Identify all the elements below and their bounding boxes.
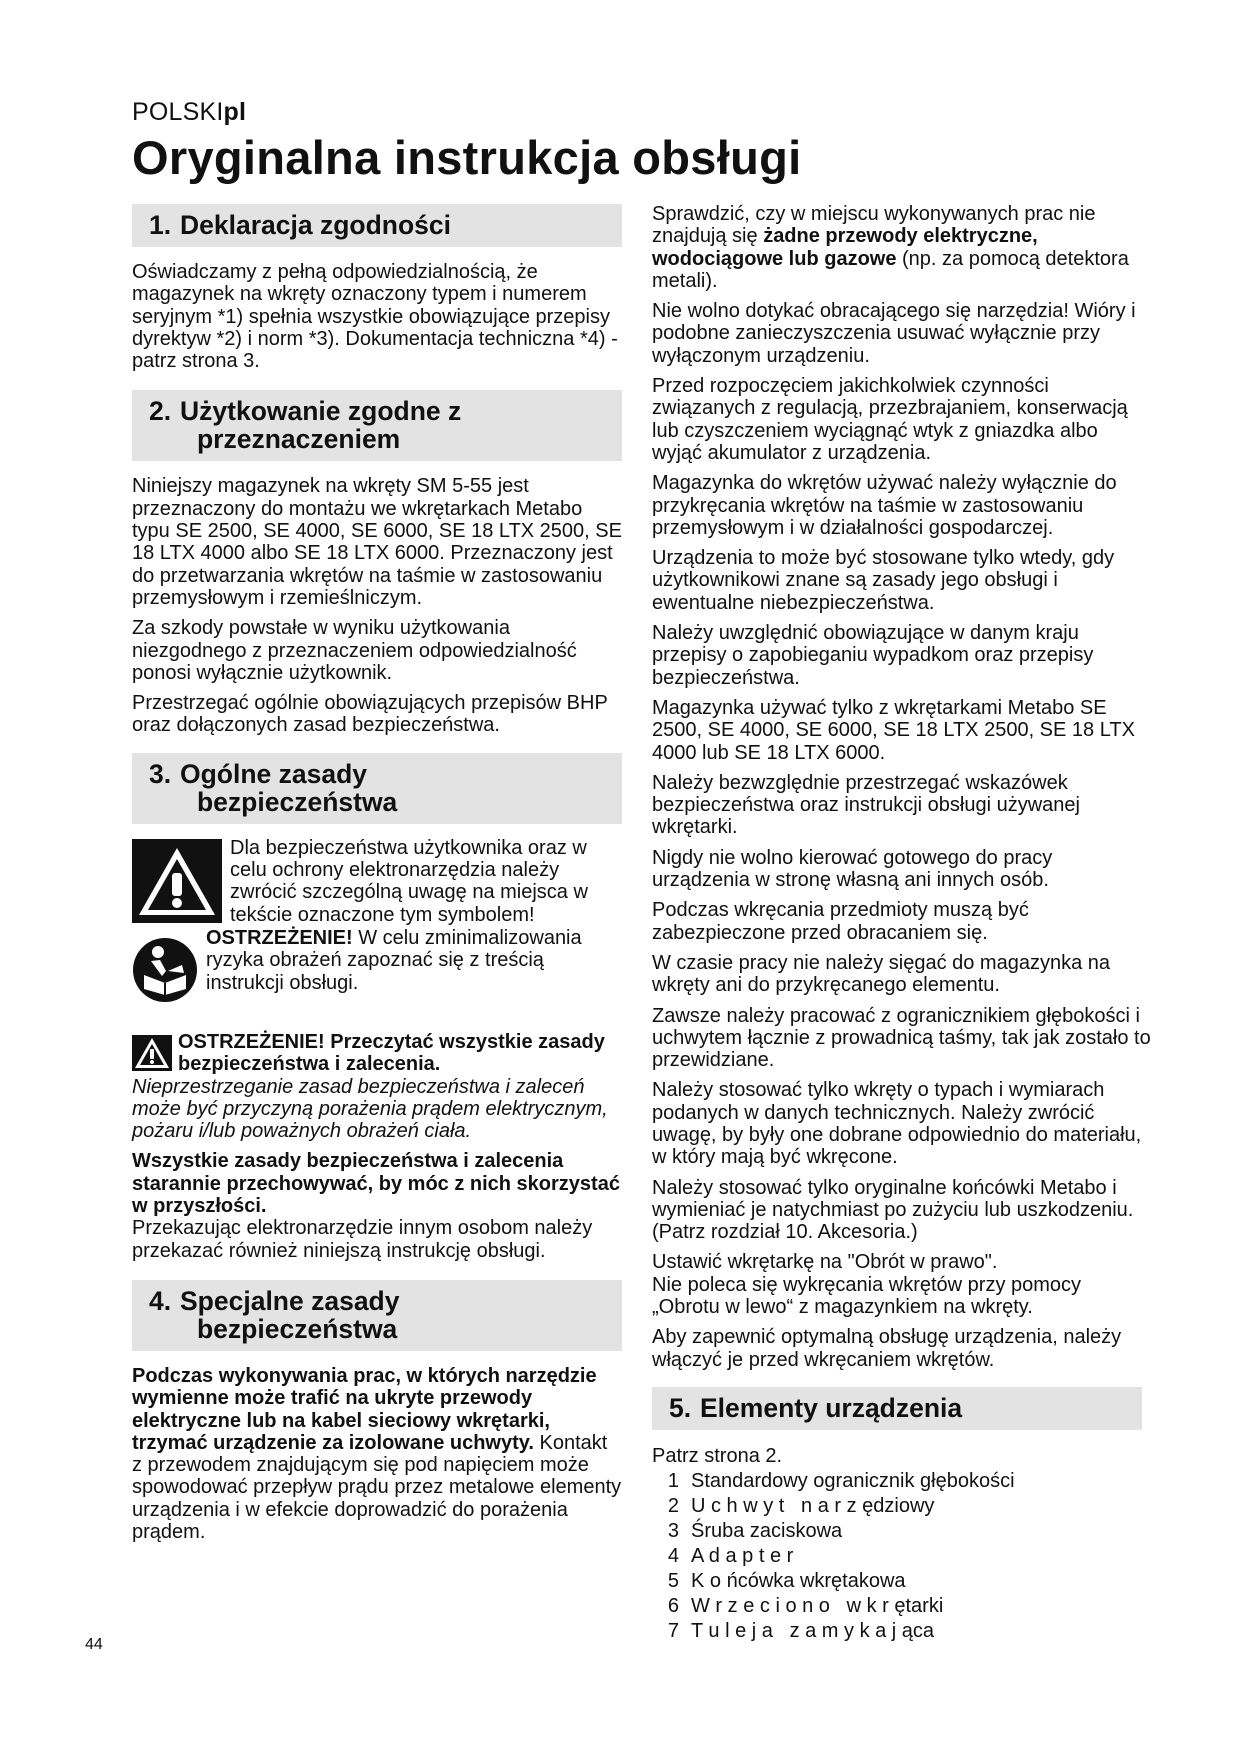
depth-stop-text: Zawsze należy pracować z ogranicznikiem głębokości i uchwytem łącznie z prowadnicą taśmy, tak jak zostało to przewidziane.	[652, 1004, 1151, 1072]
secure-workpiece-text: Podczas wkręcania przedmioty muszą być zabezpieczone przed obracaniem się.	[652, 899, 1029, 944]
rotation-line2: Nie poleca się wykręcania wkrętów przy pomocy „Obrotu w lewo“ z magazynkiem na wkręty.	[652, 1273, 1082, 1319]
manual-warning	[132, 927, 622, 1003]
section-4-heading	[132, 1280, 622, 1351]
language-label	[132, 98, 246, 127]
rotation-text	[652, 1251, 1152, 1318]
part-label: Śruba zaciskowa	[691, 1520, 843, 1543]
section-4-number: 4.	[149, 1285, 172, 1316]
section-1-title: Deklaracja zgodności	[180, 210, 451, 240]
part-number: 2	[667, 1495, 679, 1518]
section-4-title-line1: Specjalne zasady	[180, 1285, 400, 1316]
list-item	[652, 1544, 1152, 1569]
safety-symbol-text: Dla bezpieczeństwa użytkownika oraz w celu ochrony elektronarzędzia należy zwrócić szczególną uwagę na miejsca w tekście oznaczone tym symbolem!	[230, 836, 588, 926]
manual-warning-text	[206, 927, 622, 994]
rotating-tool-text: Nie wolno dotykać obracającego się narzędzia! Wióry i podobne zanieczyszczenia usuwać wyłącznie przy wyłączonym urządzeniu.	[652, 300, 1136, 367]
bhp-text: Przestrzegać ogólnie obowiązujących przepisów BHP oraz dołączonych zasad bezpieczeństwa.	[132, 692, 608, 737]
liability-text: Za szkody powstałe w wyniku użytkowania niezgodnego z przeznaczeniem odpowiedzialność ponosi wyłącznie użytkownik.	[132, 617, 577, 684]
screw-types-text: Należy stosować tylko wkręty o typach i wymiarach podanych w danych technicznych. Należy zwrócić uwagę, by były one dobrane odpowiednio do materiału, w który mają być wkręcone.	[652, 1079, 1142, 1169]
screwdriver-instructions-text: Należy bezwzględnie przestrzegać wskazówek bezpieczeństwa oraz instrukcji obsługi używanej wkrętarki.	[652, 771, 1080, 839]
document-title: Oryginalna instrukcja obsługi	[132, 131, 802, 184]
list-item	[652, 1494, 1152, 1519]
part-number: 4	[667, 1545, 679, 1568]
hidden-wires-rest: Kontakt z przewodem znajdującym się pod napięciem może spowodować przepływ prądu przez metalowe elementy urządzenia i w efekcie doprowadzić do porażenia prądem.	[132, 1431, 622, 1543]
section-5-number: 5.	[669, 1392, 692, 1423]
language-code: pl	[223, 98, 247, 126]
check-wires-a: Sprawdzić, czy w miejscu wykonywanych prac nie znajdują się	[652, 203, 1096, 248]
part-number: 5	[667, 1570, 679, 1593]
user-knowledge-text: Urządzenia to może być stosowane tylko wtedy, gdy użytkownikowi znane są zasady jego obsługi i ewentualne niebezpieczeństwa.	[652, 547, 1115, 614]
section-4-title-line2: bezpieczeństwa	[197, 1313, 398, 1344]
right-column	[652, 203, 1152, 1644]
check-wires-text	[652, 203, 1152, 292]
manual-warning-label: OSTRZEŻENIE!	[206, 926, 353, 949]
warning-triangle-small-icon	[132, 1035, 172, 1071]
declaration-text: Oświadczamy z pełną odpowiedzialnością, że magazynek na wkręty oznaczony typem i numerem seryjnym *1) spełnia wszystkie obowiązujące przepisy dyrektyw *2) i norm *3). Dokumentacja techniczna *4) - patrz strona 3.	[132, 261, 618, 373]
section-3-title-line1: Ogólne zasady	[180, 758, 368, 789]
read-all-warning	[132, 1031, 622, 1076]
section-2-title-line2: przeznaczeniem	[197, 424, 401, 455]
direction-warning-text: Nigdy nie wolno kierować gotowego do pracy urządzenia w stronę własną ani innych osób.	[652, 846, 1053, 892]
compatible-screwdrivers-text: Magazynka używać tylko z wkrętarkami Metabo SE 2500, SE 4000, SE 6000, SE 18 LTX 2500, SE 18 LTX 4000 lub SE 18 LTX 6000.	[652, 696, 1135, 764]
section-2-heading	[132, 390, 622, 461]
national-regulations-text: Należy uwzględnić obowiązujące w danym kraju przepisy o zapobieganiu wypadkom oraz przepisy bezpieczeństwa.	[652, 622, 1094, 689]
left-column	[132, 204, 622, 1551]
hidden-wires-bold: Podczas wykonywania prac, w których narzędzie wymienne może trafić na ukryte przewody elektryczne lub na kabel sieciowy wkrętarki, trzymać urządzenie za izolowane uchwyty.	[132, 1364, 597, 1454]
section-3-number: 3.	[149, 758, 172, 789]
part-label: A d a p t e r	[691, 1545, 794, 1568]
part-number: 1	[667, 1470, 679, 1493]
part-label: Standardowy ogranicznik głębokości	[691, 1470, 1015, 1493]
list-item	[652, 1469, 1152, 1494]
warning-triangle-icon	[132, 839, 222, 923]
screw-strip-use-text: Magazynka do wkrętów używać należy wyłącznie do przykręcania wkrętów na taśmie w zastosowaniu przemysłowym i w działalności gospodarczej.	[652, 472, 1117, 539]
intended-use-text: Niniejszy magazynek na wkręty SM 5-55 jest przeznaczony do montażu we wkrętarkach Metabo typu SE 2500, SE 4000, SE 6000, SE 18 LTX 2500, SE 18 LTX 4000 albo SE 18 LTX 6000. Przeznaczony jest do przetwarzania wkrętów na taśmie w zastosowaniu przemysłowym i rzemieślniczym.	[132, 475, 622, 609]
section-1-heading	[132, 204, 622, 247]
no-reach-text: W czasie pracy nie należy sięgać do magazynka na wkręty ani do przykręcanego elementu.	[652, 951, 1111, 997]
section-5-heading	[652, 1387, 1142, 1430]
section-1-number: 1.	[149, 210, 172, 240]
switch-on-text: Aby zapewnić optymalną obsługę urządzenia, należy włączyć je przed wkręcaniem wkrętów.	[652, 1326, 1122, 1371]
list-item	[652, 1594, 1152, 1619]
part-number: 6	[667, 1595, 679, 1618]
list-item	[652, 1569, 1152, 1594]
read-all-warning-consequence: Nieprzestrzeganie zasad bezpieczeństwa i zaleceń może być przyczyną porażenia prądem elektrycznym, pożaru i/lub poważnych obrażeń ciała.	[132, 1075, 608, 1143]
handover-text: Przekazując elektronarzędzie innym osobom należy przekazać również niniejszą instrukcję obsługi.	[132, 1217, 593, 1262]
section-2-title-line1: Użytkowanie zgodne z	[180, 396, 462, 427]
page-number: 44	[85, 1636, 103, 1653]
rotation-line1: Ustawić wkrętarkę na "Obrót w prawo".	[652, 1251, 998, 1274]
hidden-wires-text	[132, 1365, 622, 1543]
section-5-title: Elementy urządzenia	[700, 1392, 963, 1423]
section-2-number: 2.	[149, 396, 172, 427]
list-item	[652, 1619, 1152, 1644]
language-name: POLSKI	[132, 98, 224, 126]
part-label: T u l e j a z a m y k a j ąca	[691, 1620, 935, 1643]
section-3-heading	[132, 753, 622, 824]
read-all-warning-bold: OSTRZEŻENIE! Przeczytać wszystkie zasady bezpieczeństwa i zalecenia.	[178, 1030, 605, 1076]
check-wires-b: (np. za pomocą detektora metali).	[652, 247, 1129, 292]
manual-warning-body: W celu zminimalizowania ryzyka obrażeń zapoznać się z treścią instrukcji obsługi.	[206, 926, 582, 994]
keep-instructions-text: Wszystkie zasady bezpieczeństwa i zalecenia starannie przechowywać, by móc z nich skorzystać w przyszłości.	[132, 1150, 620, 1218]
read-manual-icon	[132, 937, 198, 1003]
unplug-text: Przed rozpoczęciem jakichkolwiek czynności związanych z regulacją, przezbrajaniem, konserwacją lub czyszczeniem wyciągnąć wtyk z gniazdka albo wyjąć akumulator z urządzenia.	[652, 375, 1128, 464]
part-label: K o ńcówka wkrętakowa	[691, 1570, 906, 1593]
safety-symbol-note	[132, 837, 622, 926]
parts-list	[652, 1469, 1152, 1644]
list-item	[652, 1519, 1152, 1544]
part-number: 7	[667, 1620, 679, 1643]
part-label: W r z e c i o n o w k r ętarki	[691, 1595, 944, 1618]
section-3-title-line2: bezpieczeństwa	[197, 786, 398, 817]
original-bits-text: Należy stosować tylko oryginalne końcówki Metabo i wymieniać je natychmiast po zużyciu lub uszkodzeniu. (Patrz rozdział 10. Akcesoria.)	[652, 1176, 1134, 1244]
part-number: 3	[667, 1520, 679, 1543]
check-wires-bold: żadne przewody elektryczne, wodociągowe lub gazowe	[652, 225, 1038, 270]
parts-intro: Patrz strona 2.	[652, 1444, 783, 1467]
part-label: U c h w y t n a r z ędziowy	[691, 1495, 935, 1518]
